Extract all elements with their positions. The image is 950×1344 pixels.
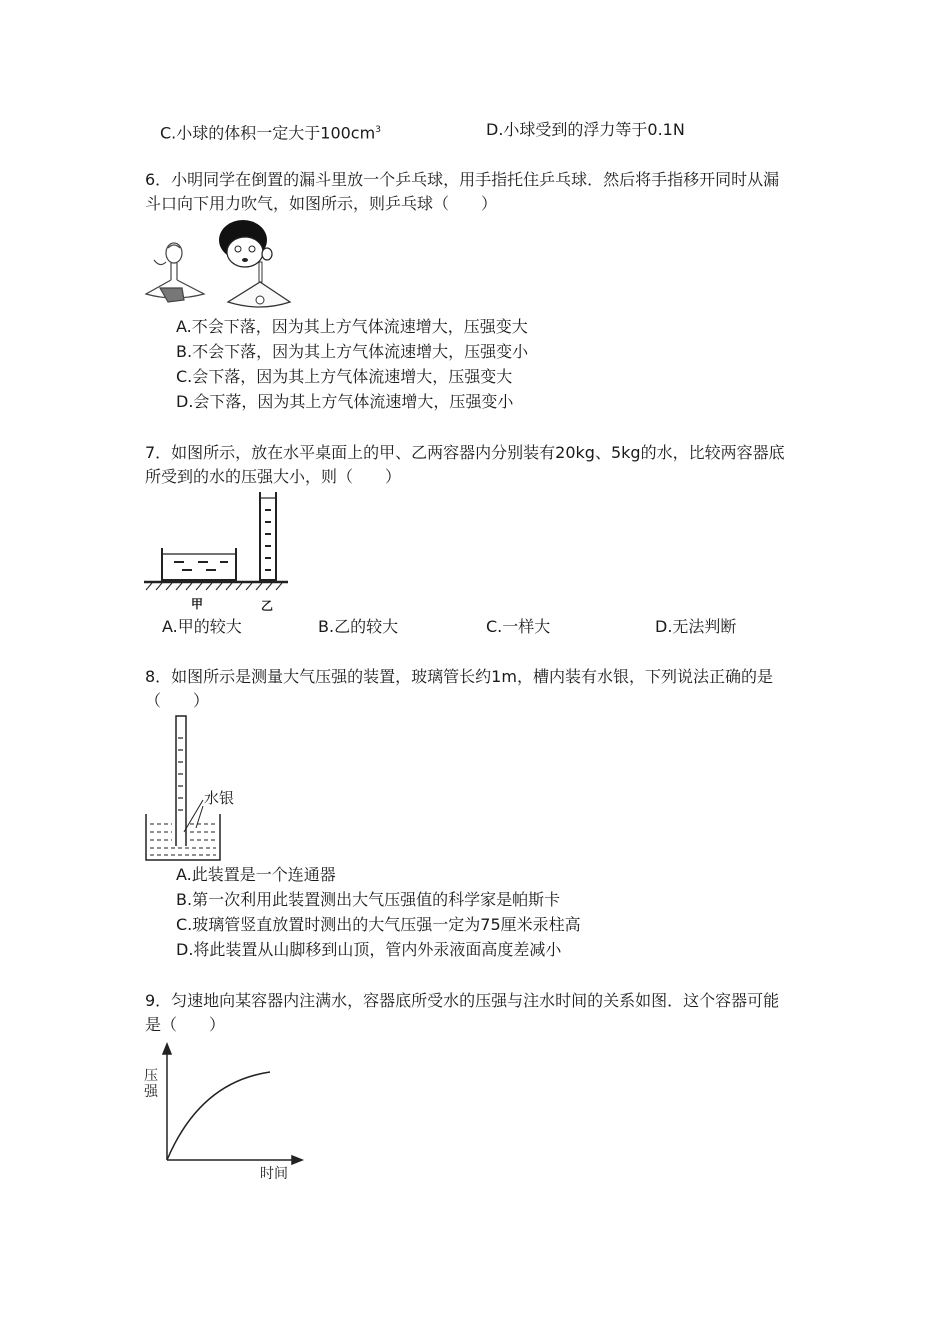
q7-stem-line2: 所受到的水的压强大小，则（ ） <box>145 467 402 486</box>
y-label-char2: 强 <box>144 1084 158 1100</box>
pressure-curve <box>167 1072 270 1160</box>
tube-mercury-ticks <box>178 738 183 810</box>
glass-tube <box>176 716 186 846</box>
mercury-pointer-lines <box>184 800 203 832</box>
q8-stem-line2: （ ） <box>145 691 210 710</box>
table-surface <box>144 582 288 590</box>
q8-option-b: B.第一次利用此装置测出大气压强值的科学家是帕斯卡 <box>176 890 561 909</box>
q5-option-d: D.小球受到的浮力等于0.1N <box>486 120 685 139</box>
q6-funnel-figure <box>140 218 310 312</box>
q8-option-d: D.将此装置从山脚移到山顶，管内外汞液面高度差减小 <box>176 940 562 959</box>
q8-option-a: A.此装置是一个连通器 <box>176 865 336 884</box>
trough-mercury-dashes <box>150 824 216 855</box>
q8-barometer-figure <box>140 714 250 864</box>
superscript-3: 3 <box>375 125 381 135</box>
label-jia: 甲 <box>191 597 204 611</box>
q5-option-c: C.小球的体积一定大于$100cm^3$ <box>160 123 381 143</box>
q9-stem-line2: 是（ ） <box>145 1015 226 1034</box>
q8-stem-line1: 8．如图所示是测量大气压强的装置，玻璃管长约1m，槽内装有水银，下列说法正确的是 <box>145 667 773 686</box>
q6-stem-line1: 6．小明同学在倒置的漏斗里放一个乒乓球，用手指托住乒乓球．然后将手指移开同时从漏 <box>145 170 780 189</box>
q6-option-a: A.不会下落，因为其上方气体流速增大，压强变大 <box>176 317 528 336</box>
x-axis <box>167 1156 302 1164</box>
q6-stem-line2: 斗口向下用力吹气，如图所示，则乒乓球（ ） <box>145 194 498 213</box>
q6-option-b: B.不会下落，因为其上方气体流速增大，压强变小 <box>176 342 529 361</box>
x-label: 时间 <box>260 1166 288 1182</box>
container-jia <box>162 548 236 580</box>
container-yi <box>260 492 276 580</box>
y-label-char1: 压 <box>144 1068 158 1084</box>
q8-option-c: C.玻璃管竖直放置时测出的大气压强一定为75厘米汞柱高 <box>176 915 581 934</box>
label-mercury: 水银 <box>204 789 235 807</box>
q7-stem-line1: 7．如图所示，放在水平桌面上的甲、乙两容器内分别装有20kg、5kg的水，比较两容器底 <box>145 443 785 462</box>
q6-option-d: D.会下落，因为其上方气体流速增大，压强变小 <box>176 392 514 411</box>
label-yi: 乙 <box>261 599 274 613</box>
boy-blowing-drawing <box>219 220 290 307</box>
q6-option-c: C.会下落，因为其上方气体流速增大，压强变大 <box>176 367 513 386</box>
q7-option-b: B.乙的较大 <box>318 617 399 636</box>
q7-option-c: C.一样大 <box>486 617 551 636</box>
y-axis-arrow <box>163 1044 171 1054</box>
mercury-trough <box>146 814 220 860</box>
water-dashes-jia <box>174 562 228 570</box>
y-axis <box>163 1044 171 1160</box>
x-axis-arrow <box>292 1156 302 1164</box>
hand-funnel-drawing <box>146 243 204 302</box>
q7-option-d: D.无法判断 <box>655 617 737 636</box>
q9-stem-line1: 9．匀速地向某容器内注满水，容器底所受水的压强与注水时间的关系如图．这个容器可能 <box>145 991 780 1010</box>
q7-containers-figure <box>140 490 290 616</box>
water-dashes-yi <box>265 510 271 570</box>
q7-option-a: A.甲的较大 <box>162 617 242 636</box>
q9-pressure-time-graph <box>140 1042 310 1184</box>
